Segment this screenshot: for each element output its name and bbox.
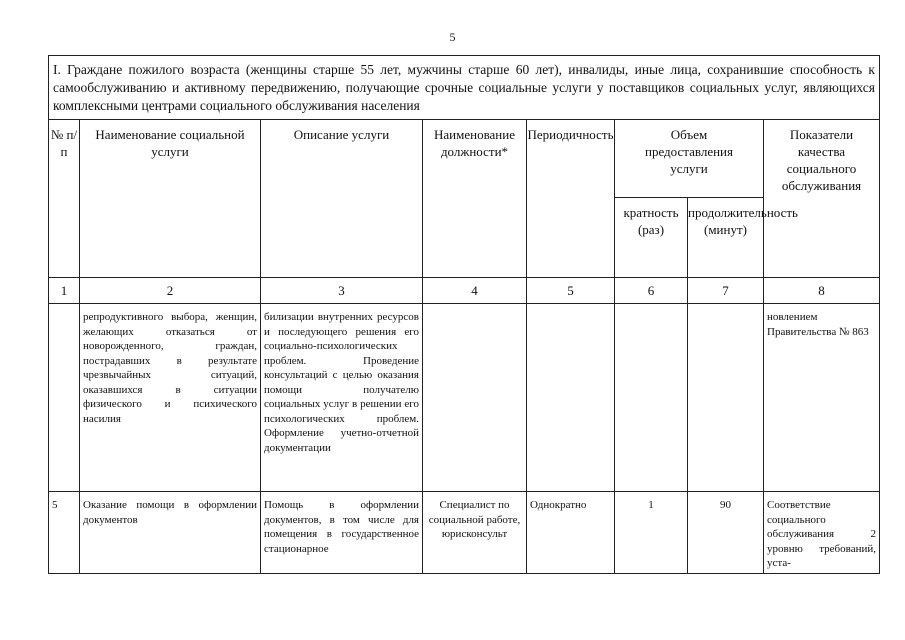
table-row — [49, 304, 880, 492]
header-position: Наименование должности* — [423, 120, 527, 278]
services-table — [48, 55, 880, 574]
column-number: 1 — [49, 278, 80, 304]
position — [423, 304, 527, 492]
header-multiplicity: кратность (раз) — [615, 198, 688, 278]
header-duration: продолжительность (минут) — [688, 198, 764, 278]
row-number — [49, 304, 80, 492]
page-number: 5 — [449, 30, 456, 44]
duration: 90 — [688, 492, 764, 574]
column-number: 2 — [80, 278, 261, 304]
header-number: № п/п — [49, 120, 80, 278]
multiplicity: 1 — [615, 492, 688, 574]
periodicity: Однократно — [527, 492, 615, 574]
multiplicity — [615, 304, 688, 492]
header-volume: Объем предоставления услуги — [615, 120, 764, 198]
quality-indicators: новлением Правительства № 863 — [764, 304, 880, 492]
header-service-name: Наименование социальной услуги — [80, 120, 261, 278]
position: Специалист по социальной работе, юрисконсульт — [423, 492, 527, 574]
table-row — [49, 492, 880, 574]
duration — [688, 304, 764, 492]
section-title: I. Граждане пожилого возраста (женщины старше 55 лет, мужчины старше 60 лет), инвалиды, иные лица, сохранившие способность к самообслуживанию и активному передвижению, получающие срочные социальные услуги у поставщиков социальных услуг, являющихся комплексными центрами социального обслуживания населения — [49, 56, 880, 120]
header-quality: Показатели качества социального обслуживания — [764, 120, 880, 278]
column-number: 7 — [688, 278, 764, 304]
column-number: 5 — [527, 278, 615, 304]
service-name: Оказание помощи в оформлении документов — [80, 492, 261, 574]
column-number: 8 — [764, 278, 880, 304]
header-periodicity: Периодичность — [527, 120, 615, 278]
service-description: Помощь в оформлении документов, в том числе для помещения в государственное стационарное — [261, 492, 423, 574]
column-number: 6 — [615, 278, 688, 304]
periodicity — [527, 304, 615, 492]
column-number: 3 — [261, 278, 423, 304]
quality-indicators: Соответствие социального обслуживания 2 уровню требований, уста- — [764, 492, 880, 574]
column-number: 4 — [423, 278, 527, 304]
service-description: билизации внутренних ресурсов и последующего решения его социально-психологических проблем. Проведение консультаций с целью оказания помощи получателю социальных услуг в решении его психологических проблем. Оформление учетно-отчетной документации — [261, 304, 423, 492]
header-description: Описание услуги — [261, 120, 423, 278]
service-name: репродуктивного выбора, женщин, желающих отказаться от новорожденного, граждан, пострадавших в результате чрезвычайных ситуаций, оказавшихся в ситуации физического и психического насилия — [80, 304, 261, 492]
row-number: 5 — [49, 492, 80, 574]
